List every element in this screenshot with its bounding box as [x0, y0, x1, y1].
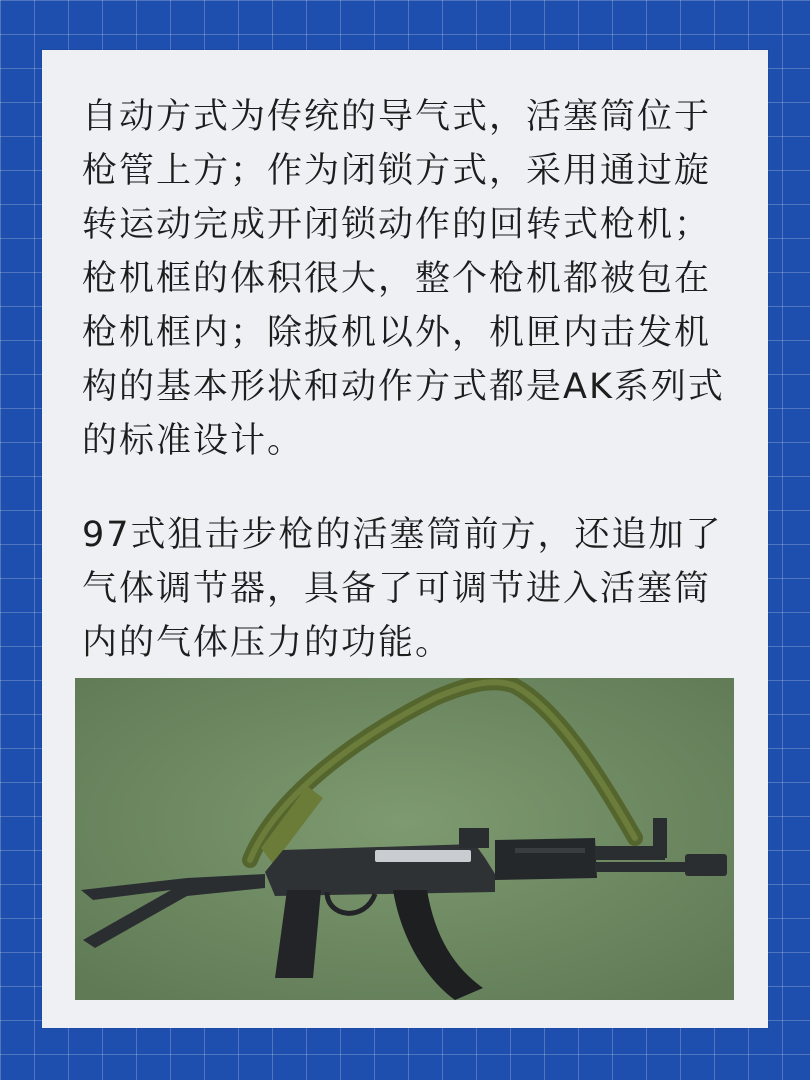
paragraph-2: 97式狙击步枪的活塞筒前方，还追加了气体调节器，具备了可调节进入活塞筒内的气体压力的功能。 [82, 515, 723, 663]
content-card [42, 50, 768, 1028]
paragraph-1: 自动方式为传统的导气式，活塞筒位于枪管上方；作为闭锁方式，采用通过旋转运动完成开闭锁动作的回转式枪机；枪机框的体积很大，整个枪机都被包在枪机框内；除扳机以外，机匣内击发机构的基本形状和动作方式都是AK系列式的标准设计。 [82, 97, 725, 461]
handguard [495, 838, 597, 880]
muzzle [685, 854, 727, 876]
rifle-illustration [75, 678, 734, 1000]
rifle-photo [75, 678, 734, 1000]
barrel [595, 862, 695, 872]
